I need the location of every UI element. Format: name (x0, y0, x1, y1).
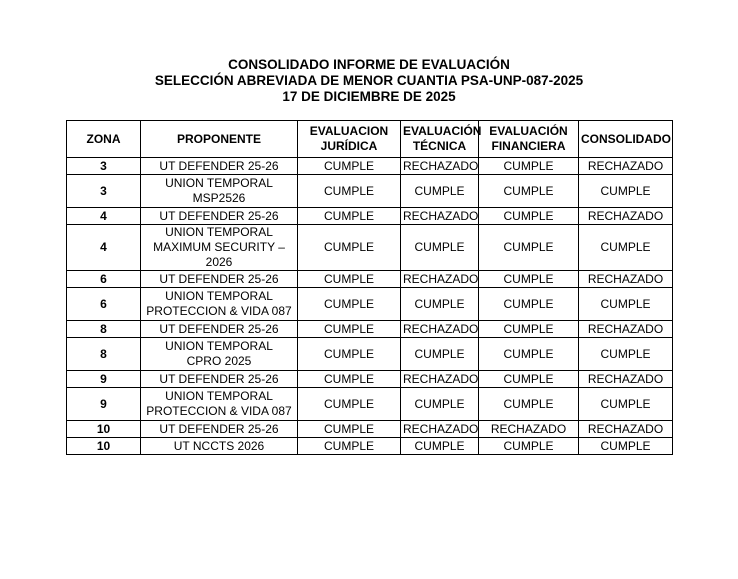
table-row (67, 208, 673, 225)
table-row (67, 288, 673, 321)
cell-financiera: CUMPLE (479, 371, 579, 388)
cell-zona: 3 (67, 158, 141, 175)
cell-zona: 8 (67, 321, 141, 338)
cell-proponente: UT DEFENDER 25-26 (141, 321, 298, 338)
cell-financiera: CUMPLE (479, 438, 579, 455)
table-row (67, 338, 673, 371)
header-juridica-line1: EVALUACION (309, 124, 389, 138)
cell-juridica: CUMPLE (298, 271, 401, 288)
header-financiera-line1: EVALUACIÓN (489, 124, 568, 138)
table-row (67, 321, 673, 338)
header-evaluacion-tecnica (401, 121, 482, 158)
cell-tecnica: CUMPLE (401, 225, 479, 271)
table-header-row (67, 121, 673, 158)
table-row (67, 158, 673, 175)
cell-consolidado: RECHAZADO (579, 271, 673, 288)
cell-juridica: CUMPLE (298, 225, 401, 271)
cell-proponente: UT NCCTS 2026 (141, 438, 298, 455)
cell-zona: 4 (67, 208, 141, 225)
cell-financiera: CUMPLE (479, 225, 579, 271)
table-row (67, 225, 673, 271)
cell-tecnica: CUMPLE (401, 338, 479, 371)
cell-consolidado: CUMPLE (579, 225, 673, 271)
cell-juridica: CUMPLE (298, 158, 401, 175)
cell-tecnica: RECHAZADO (401, 208, 479, 225)
cell-juridica: CUMPLE (298, 421, 401, 438)
cell-zona: 9 (67, 388, 141, 421)
cell-financiera: CUMPLE (479, 208, 579, 225)
cell-zona: 6 (67, 271, 141, 288)
cell-proponente: UT DEFENDER 25-26 (141, 158, 298, 175)
cell-consolidado: CUMPLE (579, 388, 673, 421)
cell-juridica: CUMPLE (298, 338, 401, 371)
cell-consolidado: CUMPLE (579, 438, 673, 455)
header-juridica-line2: JURÍDICA (320, 139, 378, 153)
cell-zona: 6 (67, 288, 141, 321)
cell-juridica: CUMPLE (298, 175, 401, 208)
document-date: 17 DE DICIEMBRE DE 2025 (282, 89, 456, 104)
cell-zona: 10 (67, 438, 141, 455)
header-evaluacion-juridica (298, 121, 401, 158)
cell-proponente: UNION TEMPORAL CPRO 2025 (141, 338, 298, 371)
cell-financiera: CUMPLE (479, 288, 579, 321)
cell-zona: 10 (67, 421, 141, 438)
cell-tecnica: RECHAZADO (401, 371, 479, 388)
process-title: SELECCIÓN ABREVIADA DE MENOR CUANTIA PSA-UNP-087-2025 (154, 73, 584, 88)
header-financiera-line2: FINANCIERA (491, 139, 566, 153)
cell-proponente: UNION TEMPORAL PROTECCION & VIDA 087 (141, 388, 298, 421)
table-row (67, 438, 673, 455)
cell-proponente: UNION TEMPORAL MAXIMUM SECURITY – 2026 (141, 225, 298, 271)
cell-financiera: CUMPLE (479, 388, 579, 421)
header-evaluacion-financiera (479, 121, 579, 158)
cell-juridica: CUMPLE (298, 208, 401, 225)
header-consolidado: CONSOLIDADO (579, 121, 673, 158)
cell-tecnica: RECHAZADO (401, 271, 479, 288)
cell-proponente: UT DEFENDER 25-26 (141, 271, 298, 288)
cell-proponente: UNION TEMPORAL PROTECCION & VIDA 087 (141, 288, 298, 321)
cell-consolidado: CUMPLE (579, 175, 673, 208)
cell-financiera: CUMPLE (479, 338, 579, 371)
cell-financiera: CUMPLE (479, 158, 579, 175)
table-row (67, 388, 673, 421)
cell-financiera: RECHAZADO (479, 421, 579, 438)
header-tecnica-line1: EVALUACIÓN (403, 124, 482, 138)
cell-juridica: CUMPLE (298, 371, 401, 388)
table-row (67, 371, 673, 388)
header-zona: ZONA (67, 121, 141, 158)
cell-proponente: UT DEFENDER 25-26 (141, 421, 298, 438)
cell-tecnica: CUMPLE (401, 175, 479, 208)
cell-zona: 3 (67, 175, 141, 208)
cell-juridica: CUMPLE (298, 438, 401, 455)
table-row (67, 421, 673, 438)
cell-consolidado: CUMPLE (579, 338, 673, 371)
cell-juridica: CUMPLE (298, 321, 401, 338)
table-row (67, 175, 673, 208)
cell-proponente: UT DEFENDER 25-26 (141, 371, 298, 388)
cell-tecnica: CUMPLE (401, 288, 479, 321)
cell-juridica: CUMPLE (298, 388, 401, 421)
cell-consolidado: RECHAZADO (579, 158, 673, 175)
cell-financiera: CUMPLE (479, 175, 579, 208)
cell-proponente: UT DEFENDER 25-26 (141, 208, 298, 225)
cell-financiera: CUMPLE (479, 321, 579, 338)
cell-juridica: CUMPLE (298, 288, 401, 321)
cell-zona: 8 (67, 338, 141, 371)
cell-tecnica: RECHAZADO (401, 421, 479, 438)
document-title-block (0, 57, 738, 105)
document-title: CONSOLIDADO INFORME DE EVALUACIÓN (228, 57, 510, 72)
cell-tecnica: RECHAZADO (401, 321, 479, 338)
evaluation-table (66, 120, 673, 455)
cell-consolidado: RECHAZADO (579, 371, 673, 388)
cell-tecnica: CUMPLE (401, 438, 479, 455)
cell-consolidado: CUMPLE (579, 288, 673, 321)
header-tecnica-line2: TÉCNICA (412, 139, 467, 153)
table-row (67, 271, 673, 288)
cell-tecnica: RECHAZADO (401, 158, 479, 175)
cell-consolidado: RECHAZADO (579, 321, 673, 338)
cell-zona: 4 (67, 225, 141, 271)
cell-zona: 9 (67, 371, 141, 388)
cell-consolidado: RECHAZADO (579, 208, 673, 225)
cell-financiera: CUMPLE (479, 271, 579, 288)
cell-consolidado: RECHAZADO (579, 421, 673, 438)
cell-tecnica: CUMPLE (401, 388, 479, 421)
header-proponente: PROPONENTE (141, 121, 298, 158)
cell-proponente: UNION TEMPORAL MSP2526 (141, 175, 298, 208)
